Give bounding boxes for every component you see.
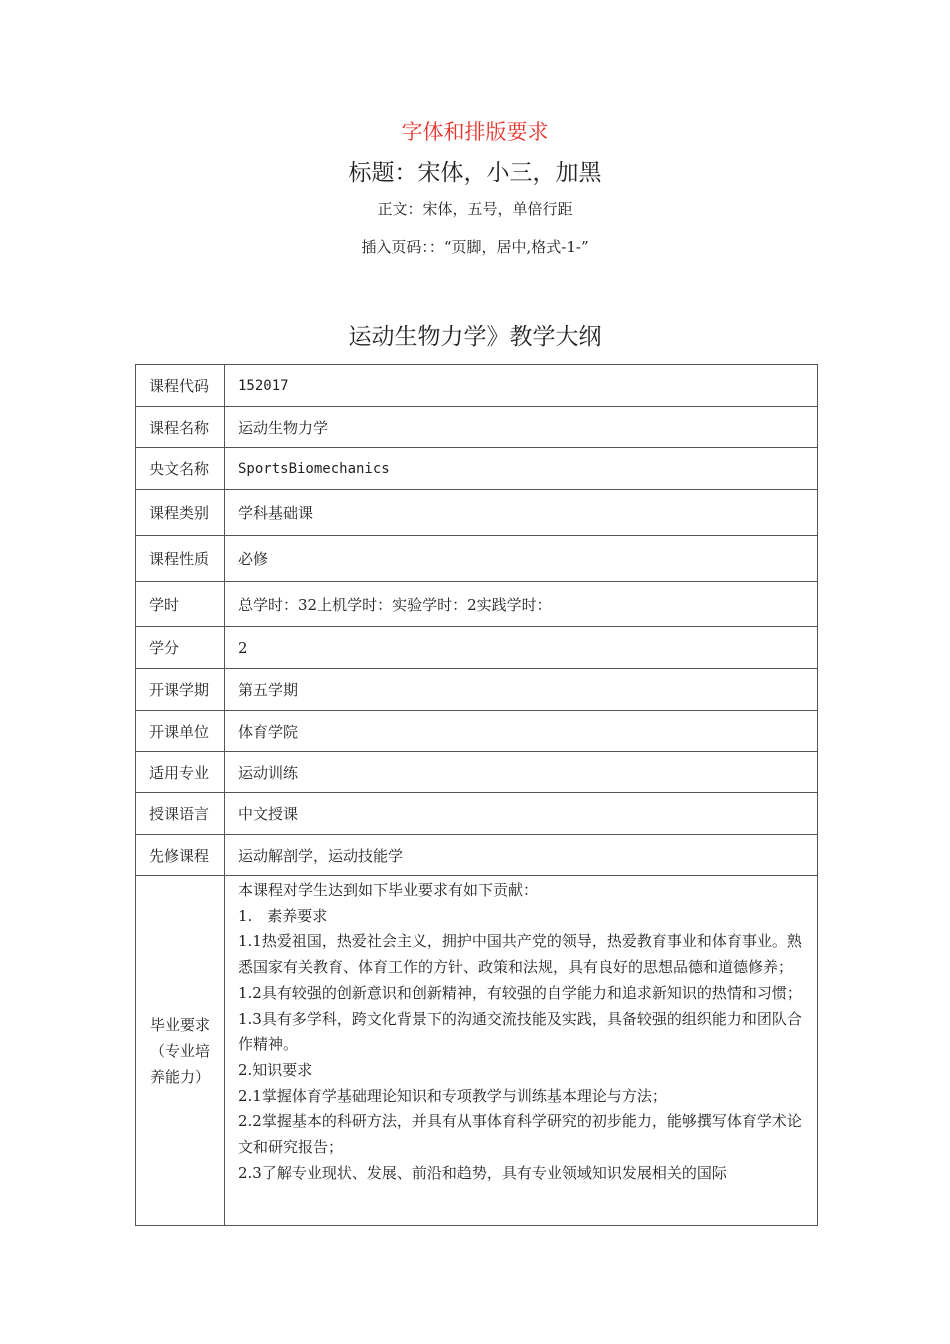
row-value: 2 bbox=[225, 627, 818, 669]
row-label: 学分 bbox=[136, 627, 225, 669]
row-value: 第五学期 bbox=[225, 669, 818, 711]
row-value: 必修 bbox=[225, 536, 818, 582]
row-label: 适用专业 bbox=[136, 752, 225, 793]
paragraph: 2.2掌握基本的科研方法，并具有从事体育科学研究的初步能力，能够撰写体育学术论文和研究报告； bbox=[238, 1112, 802, 1157]
table-row bbox=[136, 752, 818, 793]
paragraph: 1.1热爱祖国，热爱社会主义，拥护中国共产党的领导，热爱教育事业和体育事业。熟悉国家有关教育、体育工作的方针、政策和法规，具有良好的思想品德和道德修养； bbox=[238, 932, 802, 977]
paragraph: 2.3了解专业现状、发展、前沿和趋势，具有专业领域知识发展相关的国际 bbox=[238, 1163, 727, 1182]
requirements-title: 字体和排版要求 bbox=[401, 120, 549, 144]
row-label: 课程名称 bbox=[136, 407, 225, 448]
label-line: 养能力） bbox=[149, 1067, 210, 1086]
paragraph: 1. 素养要求 bbox=[238, 906, 328, 925]
row-value: 总学时：32上机学时：实验学时：2实践学时： bbox=[225, 582, 818, 627]
row-label: 授课语言 bbox=[136, 793, 225, 835]
row-value: 运动生物力学 bbox=[225, 407, 818, 448]
table-row bbox=[136, 793, 818, 835]
table-row bbox=[136, 407, 818, 448]
row-label: 央文名称 bbox=[136, 448, 225, 490]
row-value: 运动解剖学，运动技能学 bbox=[225, 835, 818, 876]
requirements-heading-rule: 标题：宋体，小三，加黑 bbox=[348, 160, 602, 186]
course-outline-table bbox=[135, 364, 818, 1226]
row-label: 开课学期 bbox=[136, 669, 225, 711]
graduation-requirements-content bbox=[225, 876, 818, 1226]
row-value: 运动训练 bbox=[225, 752, 818, 793]
paragraph: 2.1掌握体育学基础理论知识和专项教学与训练基本理论与方法； bbox=[238, 1086, 667, 1105]
row-value: 体育学院 bbox=[225, 711, 818, 752]
requirements-page-number-rule: 插入页码：：“页脚，居中,格式-1-” bbox=[361, 238, 589, 256]
table-row bbox=[136, 711, 818, 752]
table-row bbox=[136, 669, 818, 711]
paragraph: 2.知识要求 bbox=[238, 1060, 313, 1079]
paragraph: 1.3具有多学科，跨文化背景下的沟通交流技能及实践，具备较强的组织能力和团队合作精神。 bbox=[238, 1009, 802, 1054]
row-label: 先修课程 bbox=[136, 835, 225, 876]
row-value: 中文授课 bbox=[225, 793, 818, 835]
table-row bbox=[136, 536, 818, 582]
row-label: 课程代码 bbox=[136, 365, 225, 407]
paragraph: 1.2具有较强的创新意识和创新精神，有较强的自学能力和追求新知识的热情和习惯； bbox=[238, 983, 802, 1002]
row-label: 课程性质 bbox=[136, 536, 225, 582]
requirements-body-rule: 正文：宋体，五号，单倍行距 bbox=[377, 200, 573, 218]
row-value: SportsBiomechanics bbox=[225, 448, 818, 490]
graduation-requirements-row bbox=[136, 876, 818, 1226]
table-row bbox=[136, 448, 818, 490]
table-row bbox=[136, 582, 818, 627]
row-value: 152017 bbox=[225, 365, 818, 407]
row-label: 课程类别 bbox=[136, 490, 225, 536]
table-row bbox=[136, 365, 818, 407]
graduation-requirements-label bbox=[136, 876, 225, 1226]
row-label: 学时 bbox=[136, 582, 225, 627]
row-value: 学科基础课 bbox=[225, 490, 818, 536]
label-line: （专业培 bbox=[149, 1041, 210, 1060]
paragraph: 本课程对学生达到如下毕业要求有如下贡献： bbox=[238, 881, 539, 899]
table-row bbox=[136, 835, 818, 876]
label-line: 毕业要求 bbox=[149, 1015, 210, 1034]
document-title: 运动生物力学》教学大纲 bbox=[348, 324, 602, 350]
row-label: 开课单位 bbox=[136, 711, 225, 752]
table-row bbox=[136, 490, 818, 536]
table-row bbox=[136, 627, 818, 669]
